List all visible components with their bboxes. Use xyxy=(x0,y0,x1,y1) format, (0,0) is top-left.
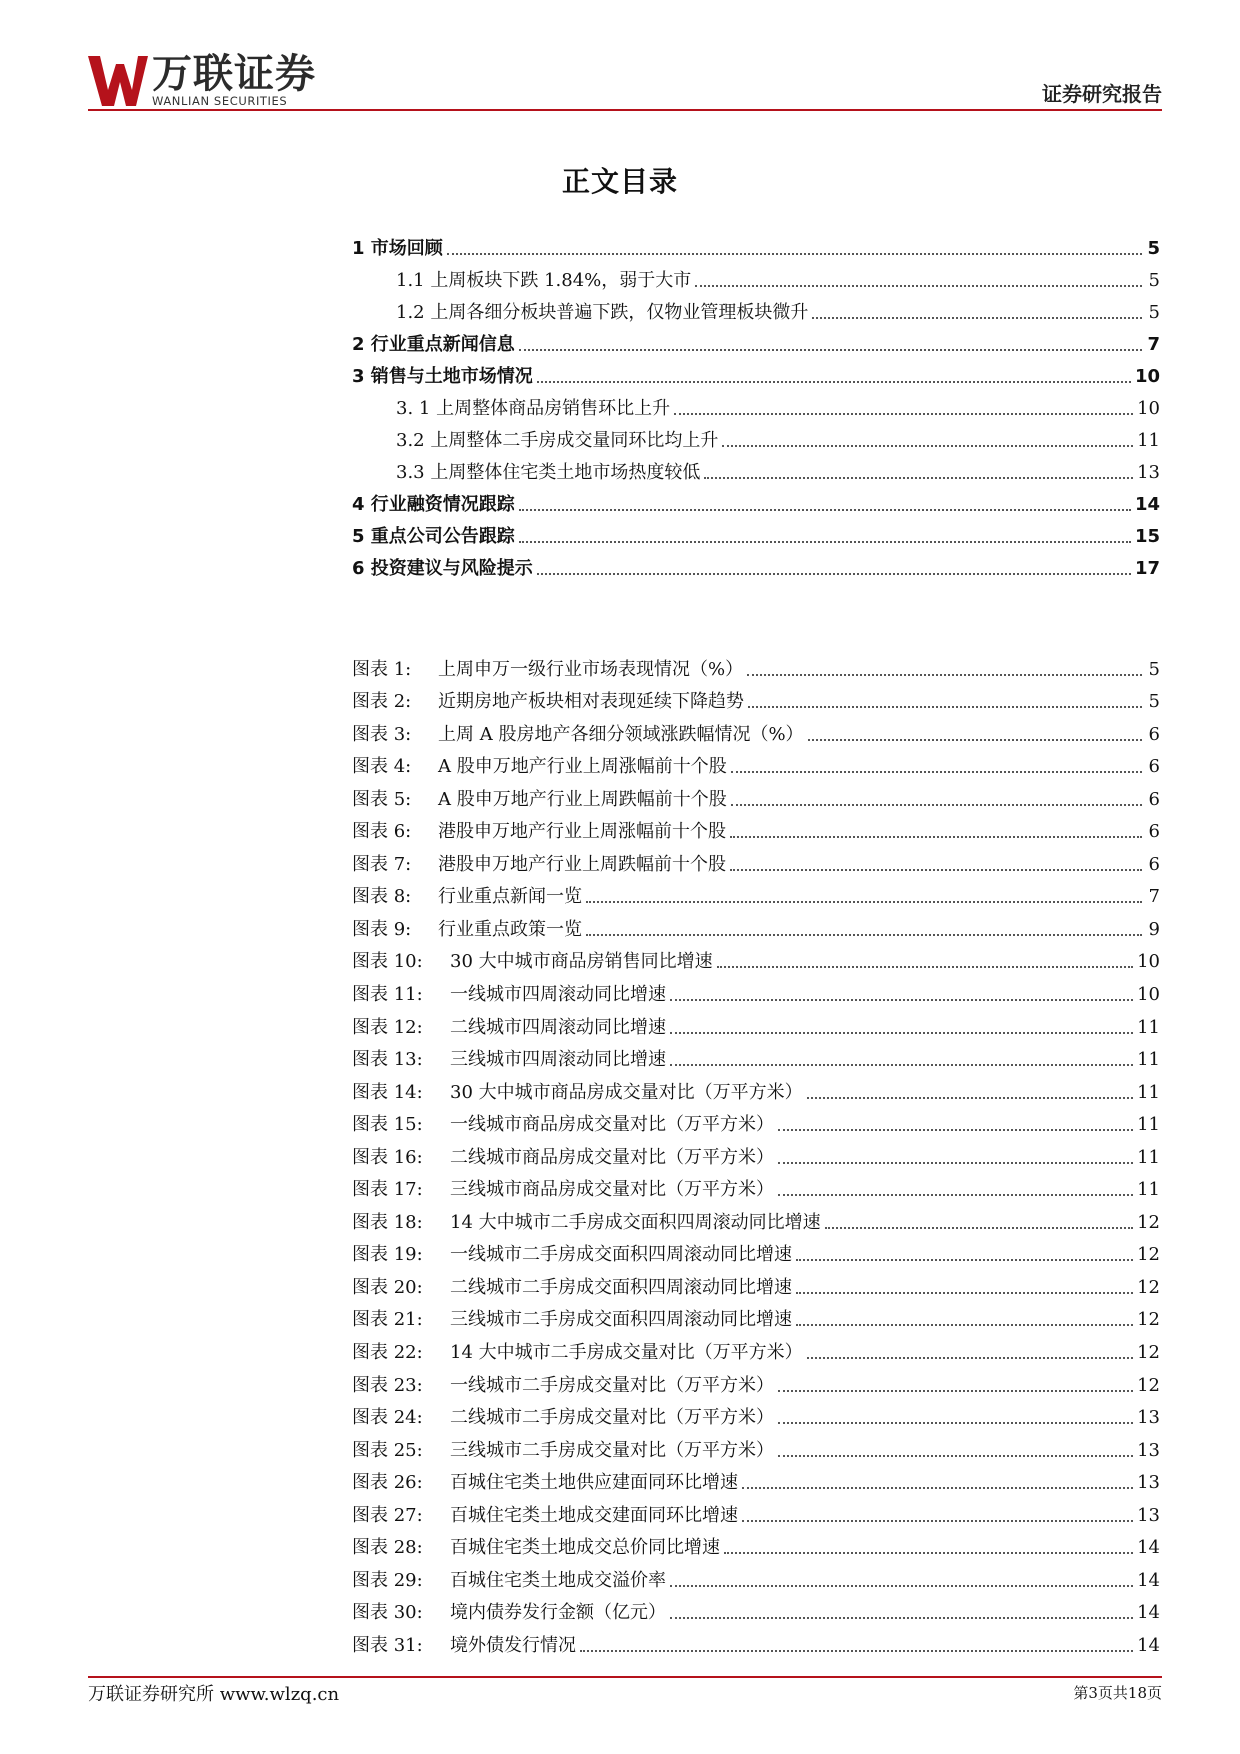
toc-entry-title: 3 销售与土地市场情况 xyxy=(352,366,533,387)
figure-page: 13 xyxy=(1137,1472,1160,1494)
figure-page: 11 xyxy=(1137,1114,1160,1136)
figure-label: 图表 18: xyxy=(352,1211,423,1233)
toc-entry[interactable] xyxy=(352,324,1160,356)
figure-entry[interactable] xyxy=(352,1299,1160,1332)
report-type-label: 证券研究报告 xyxy=(1042,82,1162,106)
toc-entry-title: 3.2 上周整体二手房成交量同环比均上升 xyxy=(396,430,719,451)
dot-leader xyxy=(519,509,1131,511)
toc-entry[interactable] xyxy=(352,292,1160,324)
toc-entry-title: 1 市场回顾 xyxy=(352,238,443,259)
table-of-contents xyxy=(352,228,1160,580)
figure-label: 图表 3: xyxy=(352,723,412,745)
figure-page: 10 xyxy=(1137,951,1160,973)
figure-page: 12 xyxy=(1137,1309,1160,1331)
dot-leader xyxy=(731,804,1142,806)
figure-entry[interactable] xyxy=(352,1527,1160,1560)
figure-entry[interactable] xyxy=(352,1169,1160,1202)
figure-title: 三线城市四周滚动同比增速 xyxy=(450,1049,666,1071)
dot-leader xyxy=(537,573,1131,575)
figure-page: 12 xyxy=(1137,1276,1160,1298)
dot-leader xyxy=(808,739,1142,741)
logo-english-name: WANLIAN SECURITIES xyxy=(152,94,288,108)
figure-page: 11 xyxy=(1137,1016,1160,1038)
dot-leader xyxy=(778,1162,1133,1164)
figure-title: 港股申万地产行业上周跌幅前十个股 xyxy=(438,853,726,875)
figure-label: 图表 2: xyxy=(352,691,412,713)
figure-title: 一线城市四周滚动同比增速 xyxy=(450,984,666,1006)
figure-page: 5 xyxy=(1148,691,1160,713)
toc-entry-title: 1.2 上周各细分板块普遍下跌，仅物业管理板块微升 xyxy=(396,302,809,323)
figure-page: 13 xyxy=(1137,1439,1160,1461)
figure-entry[interactable] xyxy=(352,1559,1160,1592)
dot-leader xyxy=(796,1259,1133,1261)
figure-entry[interactable] xyxy=(352,1006,1160,1039)
figure-label: 图表 31: xyxy=(352,1634,423,1656)
figure-entry[interactable] xyxy=(352,713,1160,746)
figure-entry[interactable] xyxy=(352,941,1160,974)
figure-title: 近期房地产板块相对表现延续下降趋势 xyxy=(438,691,744,713)
figure-entry[interactable] xyxy=(352,811,1160,844)
figure-label: 图表 9: xyxy=(352,918,412,940)
dot-leader xyxy=(722,445,1133,447)
figure-page: 11 xyxy=(1137,1049,1160,1071)
figure-title: A 股申万地产行业上周跌幅前十个股 xyxy=(438,788,727,810)
figure-page: 12 xyxy=(1137,1342,1160,1364)
figure-entry[interactable] xyxy=(352,778,1160,811)
figure-entry[interactable] xyxy=(352,1429,1160,1462)
figure-list xyxy=(352,648,1160,1657)
figure-entry[interactable] xyxy=(352,1136,1160,1169)
page-number: 第3页共18页 xyxy=(1073,1684,1162,1702)
toc-entry[interactable] xyxy=(352,484,1160,516)
toc-entry-title: 2 行业重点新闻信息 xyxy=(352,334,515,355)
figure-entry[interactable] xyxy=(352,1234,1160,1267)
toc-entry-title: 1.1 上周板块下跌 1.84%，弱于大市 xyxy=(396,270,692,291)
footer-source: 万联证券研究所 www.wlzq.cn xyxy=(88,1684,340,1705)
figure-label: 图表 11: xyxy=(352,984,423,1006)
figure-entry[interactable] xyxy=(352,876,1160,909)
figure-title: 境外债发行情况 xyxy=(450,1634,576,1656)
figure-label: 图表 22: xyxy=(352,1342,423,1364)
toc-entry[interactable] xyxy=(352,260,1160,292)
dot-leader xyxy=(704,477,1133,479)
figure-entry[interactable] xyxy=(352,1331,1160,1364)
figure-entry[interactable] xyxy=(352,1201,1160,1234)
figure-page: 10 xyxy=(1137,984,1160,1006)
figure-entry[interactable] xyxy=(352,973,1160,1006)
figure-page: 14 xyxy=(1137,1602,1160,1624)
figure-label: 图表 13: xyxy=(352,1049,423,1071)
dot-leader xyxy=(730,869,1142,871)
toc-entry[interactable] xyxy=(352,388,1160,420)
figure-title: 二线城市二手房成交面积四周滚动同比增速 xyxy=(450,1276,792,1298)
figure-label: 图表 15: xyxy=(352,1114,423,1136)
figure-page: 13 xyxy=(1137,1407,1160,1429)
dot-leader xyxy=(519,541,1131,543)
toc-entry-title: 4 行业融资情况跟踪 xyxy=(352,494,515,515)
figure-label: 图表 5: xyxy=(352,788,412,810)
toc-entry-title: 5 重点公司公告跟踪 xyxy=(352,526,515,547)
toc-entry[interactable] xyxy=(352,516,1160,548)
dot-leader xyxy=(778,1422,1133,1424)
figure-title: 百城住宅类土地成交溢价率 xyxy=(450,1569,666,1591)
figure-page: 11 xyxy=(1137,1146,1160,1168)
figure-label: 图表 29: xyxy=(352,1569,423,1591)
figure-label: 图表 27: xyxy=(352,1504,423,1526)
figure-entry[interactable] xyxy=(352,1592,1160,1625)
toc-entry-page: 17 xyxy=(1134,558,1160,579)
figure-entry[interactable] xyxy=(352,746,1160,779)
toc-entry[interactable] xyxy=(352,356,1160,388)
figure-title: 30 大中城市商品房成交量对比（万平方米） xyxy=(450,1081,803,1103)
dot-leader xyxy=(778,1129,1133,1131)
dot-leader xyxy=(717,966,1133,968)
toc-entry-page: 14 xyxy=(1134,494,1160,515)
footer-divider xyxy=(88,1676,1162,1678)
toc-entry-title: 6 投资建议与风险提示 xyxy=(352,558,533,579)
toc-entry-page: 13 xyxy=(1137,462,1160,483)
figure-entry[interactable] xyxy=(352,1624,1160,1657)
figure-page: 7 xyxy=(1148,886,1160,908)
toc-entry-page: 5 xyxy=(1148,302,1160,323)
figure-label: 图表 24: xyxy=(352,1407,423,1429)
dot-leader xyxy=(778,1194,1133,1196)
toc-entry-page: 11 xyxy=(1137,430,1160,451)
page-title: 正文目录 xyxy=(561,165,678,198)
dot-leader xyxy=(670,1032,1133,1034)
figure-page: 14 xyxy=(1137,1569,1160,1591)
figure-title: 百城住宅类土地成交建面同环比增速 xyxy=(450,1504,738,1526)
figure-title: 百城住宅类土地供应建面同环比增速 xyxy=(450,1472,738,1494)
dot-leader xyxy=(447,253,1142,255)
figure-label: 图表 8: xyxy=(352,886,412,908)
figure-entry[interactable] xyxy=(352,1462,1160,1495)
figure-entry[interactable] xyxy=(352,681,1160,714)
figure-entry[interactable] xyxy=(352,648,1160,681)
figure-title: 上周申万一级行业市场表现情况（%） xyxy=(438,658,744,680)
figure-title: 上周 A 股房地产各细分领域涨跌幅情况（%） xyxy=(438,723,804,745)
figure-page: 11 xyxy=(1137,1179,1160,1201)
dot-leader xyxy=(730,836,1142,838)
figure-title: 14 大中城市二手房成交面积四周滚动同比增速 xyxy=(450,1211,821,1233)
dot-leader xyxy=(796,1292,1133,1294)
dot-leader xyxy=(747,674,1142,676)
figure-title: 港股申万地产行业上周涨幅前十个股 xyxy=(438,821,726,843)
figure-label: 图表 14: xyxy=(352,1081,423,1103)
dot-leader xyxy=(742,1520,1133,1522)
toc-entry[interactable] xyxy=(352,228,1160,260)
logo-chinese-name: 万联证券 xyxy=(152,51,316,97)
header-divider xyxy=(88,109,1162,111)
dot-leader xyxy=(674,413,1133,415)
figure-label: 图表 25: xyxy=(352,1439,423,1461)
figure-label: 图表 21: xyxy=(352,1309,423,1331)
figure-label: 图表 17: xyxy=(352,1179,423,1201)
company-logo xyxy=(88,52,388,108)
figure-page: 5 xyxy=(1148,658,1160,680)
dot-leader xyxy=(695,285,1142,287)
figure-page: 6 xyxy=(1148,788,1160,810)
figure-label: 图表 30: xyxy=(352,1602,423,1624)
dot-leader xyxy=(731,771,1142,773)
figure-label: 图表 4: xyxy=(352,756,412,778)
figure-page: 6 xyxy=(1148,821,1160,843)
dot-leader xyxy=(670,1617,1133,1619)
figure-page: 12 xyxy=(1137,1244,1160,1266)
dot-leader xyxy=(825,1227,1133,1229)
dot-leader xyxy=(748,706,1142,708)
figure-title: 14 大中城市二手房成交量对比（万平方米） xyxy=(450,1342,803,1364)
figure-label: 图表 19: xyxy=(352,1244,423,1266)
dot-leader xyxy=(742,1487,1133,1489)
toc-entry-page: 10 xyxy=(1134,366,1160,387)
figure-title: 二线城市四周滚动同比增速 xyxy=(450,1016,666,1038)
figure-entry[interactable] xyxy=(352,1494,1160,1527)
dot-leader xyxy=(812,317,1142,319)
figure-entry[interactable] xyxy=(352,1397,1160,1430)
page-header xyxy=(88,52,1162,108)
figure-label: 图表 10: xyxy=(352,951,423,973)
dot-leader xyxy=(519,349,1142,351)
figure-entry[interactable] xyxy=(352,1104,1160,1137)
figure-title: 百城住宅类土地成交总价同比增速 xyxy=(450,1537,720,1559)
dot-leader xyxy=(796,1324,1133,1326)
dot-leader xyxy=(807,1357,1133,1359)
figure-page: 6 xyxy=(1148,756,1160,778)
figure-title: 一线城市二手房成交量对比（万平方米） xyxy=(450,1374,774,1396)
dot-leader xyxy=(807,1097,1133,1099)
figure-label: 图表 20: xyxy=(352,1276,423,1298)
toc-entry-page: 7 xyxy=(1147,334,1160,355)
figure-entry[interactable] xyxy=(352,1266,1160,1299)
figure-entry[interactable] xyxy=(352,843,1160,876)
figure-page: 6 xyxy=(1148,723,1160,745)
figure-title: 一线城市商品房成交量对比（万平方米） xyxy=(450,1114,774,1136)
figure-page: 9 xyxy=(1148,918,1160,940)
figure-label: 图表 28: xyxy=(352,1537,423,1559)
toc-entry-title: 3. 1 上周整体商品房销售环比上升 xyxy=(396,398,671,419)
toc-entry-page: 5 xyxy=(1148,270,1160,291)
toc-entry-page: 5 xyxy=(1147,238,1160,259)
dot-leader xyxy=(586,934,1142,936)
figure-title: 二线城市二手房成交量对比（万平方米） xyxy=(450,1407,774,1429)
figure-entry[interactable] xyxy=(352,1071,1160,1104)
toc-entry-page: 15 xyxy=(1134,526,1160,547)
figure-page: 12 xyxy=(1137,1211,1160,1233)
figure-title: 行业重点政策一览 xyxy=(438,918,582,940)
figure-title: 三线城市二手房成交面积四周滚动同比增速 xyxy=(450,1309,792,1331)
dot-leader xyxy=(778,1455,1133,1457)
figure-title: 一线城市二手房成交面积四周滚动同比增速 xyxy=(450,1244,792,1266)
figure-entry[interactable] xyxy=(352,1039,1160,1072)
figure-entry[interactable] xyxy=(352,908,1160,941)
dot-leader xyxy=(670,999,1133,1001)
figure-title: 三线城市二手房成交量对比（万平方米） xyxy=(450,1439,774,1461)
dot-leader xyxy=(778,1390,1133,1392)
figure-page: 14 xyxy=(1137,1634,1160,1656)
dot-leader xyxy=(724,1552,1133,1554)
toc-entry-page: 10 xyxy=(1137,398,1160,419)
figure-label: 图表 1: xyxy=(352,658,412,680)
dot-leader xyxy=(586,901,1142,903)
dot-leader xyxy=(537,381,1131,383)
dot-leader xyxy=(670,1585,1133,1587)
toc-entry-title: 3.3 上周整体住宅类土地市场热度较低 xyxy=(396,462,701,483)
figure-label: 图表 16: xyxy=(352,1146,423,1168)
dot-leader xyxy=(580,1650,1133,1652)
figure-title: 境内债券发行金额（亿元） xyxy=(450,1602,666,1624)
toc-entry[interactable] xyxy=(352,452,1160,484)
toc-entry[interactable] xyxy=(352,420,1160,452)
figure-label: 图表 12: xyxy=(352,1016,423,1038)
figure-page: 13 xyxy=(1137,1504,1160,1526)
figure-page: 6 xyxy=(1148,853,1160,875)
figure-label: 图表 7: xyxy=(352,853,412,875)
logo-w-icon xyxy=(88,56,148,106)
figure-label: 图表 23: xyxy=(352,1374,423,1396)
toc-entry[interactable] xyxy=(352,548,1160,580)
figure-title: A 股申万地产行业上周涨幅前十个股 xyxy=(438,756,727,778)
figure-label: 图表 6: xyxy=(352,821,412,843)
figure-entry[interactable] xyxy=(352,1364,1160,1397)
figure-title: 30 大中城市商品房销售同比增速 xyxy=(450,951,713,973)
figure-title: 行业重点新闻一览 xyxy=(438,886,582,908)
figure-title: 三线城市商品房成交量对比（万平方米） xyxy=(450,1179,774,1201)
figure-label: 图表 26: xyxy=(352,1472,423,1494)
figure-title: 二线城市商品房成交量对比（万平方米） xyxy=(450,1146,774,1168)
dot-leader xyxy=(670,1064,1133,1066)
figure-page: 12 xyxy=(1137,1374,1160,1396)
figure-page: 14 xyxy=(1137,1537,1160,1559)
figure-page: 11 xyxy=(1137,1081,1160,1103)
